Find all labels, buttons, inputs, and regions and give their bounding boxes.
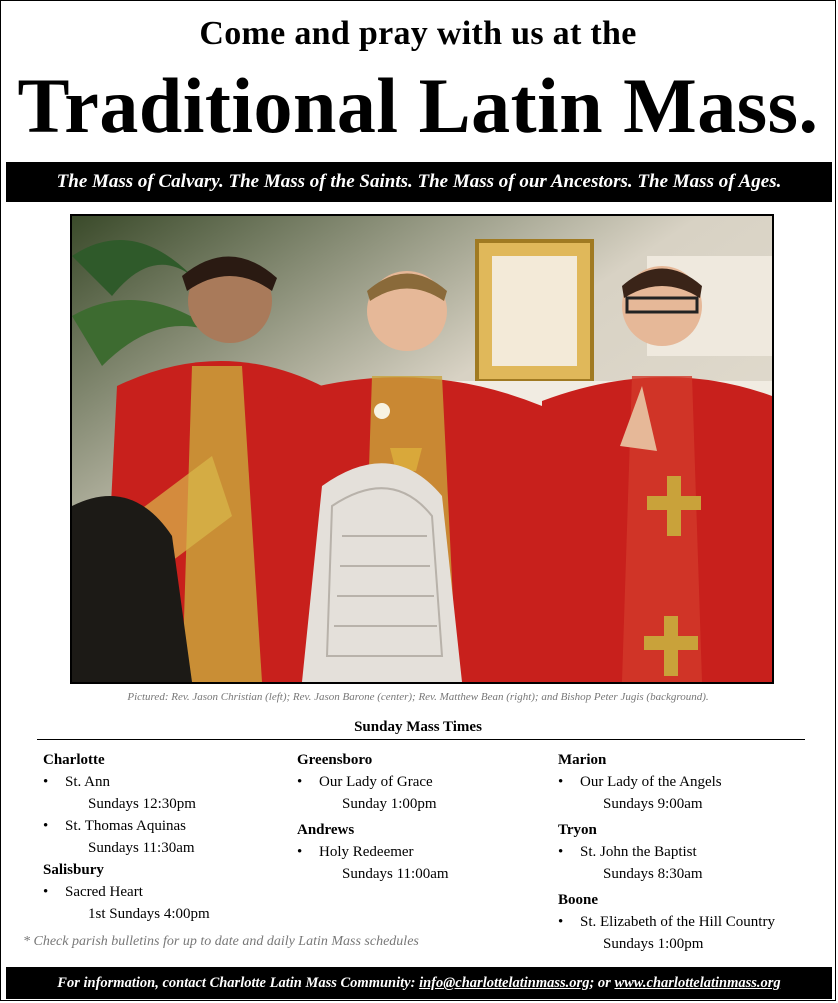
mass-time: 1st Sundays 4:00pm: [88, 906, 210, 922]
schedule-column-1: [43, 749, 210, 925]
mass-time: Sundays 1:00pm: [603, 936, 704, 952]
mass-times-title: Sunday Mass Times: [354, 719, 482, 735]
city-heading: Greensboro: [297, 752, 373, 768]
mass-photo-illustration: [72, 216, 772, 682]
mass-time: Sundays 11:30am: [88, 840, 195, 856]
schedule-note: * Check parish bulletins for up to date and daily Latin Mass schedules: [23, 934, 419, 949]
church-item: • Our Lady of the Angels: [558, 774, 722, 790]
city-heading: Boone: [558, 892, 599, 908]
footer-prefix: For information, contact Charlotte Latin Mass Community:: [57, 975, 420, 991]
mass-time: Sundays 9:00am: [603, 796, 703, 812]
footer-contact: [6, 967, 832, 999]
banner-slogan: The Mass of Calvary. The Mass of the Saints. The Mass of our Ancestors. The Mass of Ages.: [6, 162, 832, 202]
church-item: • St. Ann: [43, 774, 111, 790]
church-item: • St. Elizabeth of the Hill Country: [558, 914, 775, 930]
church-item: • Sacred Heart: [43, 884, 143, 900]
schedule-column-2: [297, 749, 449, 885]
city-heading: Tryon: [558, 822, 597, 838]
mass-time: Sunday 1:00pm: [342, 796, 437, 812]
divider: [37, 739, 805, 740]
city-heading: Andrews: [297, 822, 355, 838]
church-item: • Holy Redeemer: [297, 844, 414, 860]
church-item: • St. John the Baptist: [558, 844, 697, 860]
city-heading: Charlotte: [43, 752, 105, 768]
city-heading: Marion: [558, 752, 607, 768]
mass-time: Sundays 8:30am: [603, 866, 703, 882]
city-heading: Salisbury: [43, 862, 104, 878]
mass-photo: [70, 214, 774, 684]
headline-main: Traditional Latin Mass.: [17, 62, 819, 149]
footer-middle: ; or: [589, 975, 615, 991]
email-link[interactable]: info@charlottelatinmass.org: [419, 975, 590, 991]
church-item: • Our Lady of Grace: [297, 774, 433, 790]
mass-time: Sundays 11:00am: [342, 866, 449, 882]
church-item: • St. Thomas Aquinas: [43, 818, 186, 834]
photo-caption: Pictured: Rev. Jason Christian (left); Rev. Jason Barone (center); Rev. Matthew Bean (right); and Bishop Peter Jugis (background).: [127, 691, 709, 703]
schedule-column-3: [558, 749, 775, 955]
website-link[interactable]: www.charlottelatinmass.org: [614, 975, 781, 991]
headline-top: Come and pray with us at the: [199, 15, 637, 52]
mass-time: Sundays 12:30pm: [88, 796, 196, 812]
